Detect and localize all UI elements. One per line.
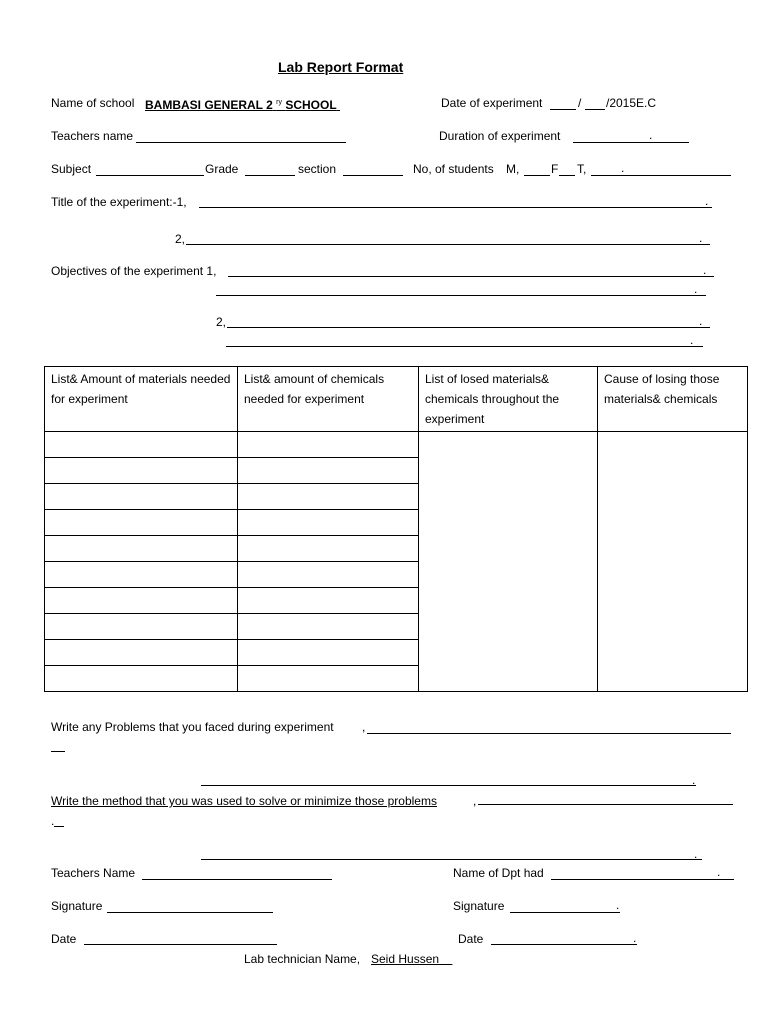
header-lost-items: List of losed materials& chemicals throughout the experiment xyxy=(419,367,598,432)
total-dot: . xyxy=(621,161,625,175)
table-row xyxy=(45,432,748,458)
problems-comma: , xyxy=(362,720,366,734)
experiment-title-2-label: 2, xyxy=(175,232,186,246)
date-slash: / xyxy=(578,96,582,110)
materials-cell[interactable] xyxy=(45,458,238,484)
dpt-head-label: Name of Dpt had xyxy=(453,866,544,880)
total-label: T, xyxy=(577,162,587,176)
chemicals-cell[interactable] xyxy=(238,640,419,666)
problems-short-mark xyxy=(51,751,65,752)
teachers-name-label: Teachers Name xyxy=(51,866,136,880)
signature-right-field[interactable] xyxy=(510,912,620,913)
grade-field[interactable] xyxy=(245,175,295,176)
teacher-name-field[interactable] xyxy=(136,142,346,143)
section-field[interactable] xyxy=(343,175,403,176)
cause-cell[interactable] xyxy=(598,432,748,692)
male-label: M, xyxy=(506,162,520,176)
chemicals-cell[interactable] xyxy=(238,562,419,588)
header-materials: List& Amount of materials needed for experiment xyxy=(45,367,238,432)
chemicals-cell[interactable] xyxy=(238,432,419,458)
grade-label: Grade xyxy=(205,162,239,176)
method-label: Write the method that you was used to solve or minimize those problems xyxy=(51,794,437,808)
teacher-name-label: Teachers name xyxy=(51,129,134,143)
date-month-blank[interactable] xyxy=(585,109,605,110)
date-left-field[interactable] xyxy=(84,944,277,945)
problems-dot: . xyxy=(692,773,696,787)
method-dot: . xyxy=(694,847,698,861)
materials-cell[interactable] xyxy=(45,640,238,666)
experiment-title-1-field[interactable] xyxy=(199,207,712,208)
lab-technician-label: Lab technician Name, xyxy=(244,952,361,966)
materials-cell[interactable] xyxy=(45,510,238,536)
school-suffix: SCHOOL xyxy=(285,98,337,112)
date-day-blank[interactable] xyxy=(550,109,576,110)
lab-technician-name xyxy=(371,952,452,966)
date-right-field[interactable] xyxy=(491,944,637,945)
experiment-title-label: Title of the experiment:-1, xyxy=(51,195,187,209)
experiment-title-1-dot: . xyxy=(705,194,709,208)
chemicals-cell[interactable] xyxy=(238,458,419,484)
header-chemicals: List& amount of chemicals needed for experiment xyxy=(238,367,419,432)
date-left-label: Date xyxy=(51,932,77,946)
problems-field-line-2[interactable] xyxy=(201,785,696,786)
method-field-line-2[interactable] xyxy=(201,859,702,860)
objective-2-dot: . xyxy=(699,314,703,328)
method-short-mark xyxy=(54,826,64,827)
experiment-title-2-field[interactable] xyxy=(186,244,710,245)
materials-table xyxy=(44,366,748,692)
materials-cell[interactable] xyxy=(45,432,238,458)
subject-field[interactable] xyxy=(96,175,204,176)
female-label: F xyxy=(551,162,559,176)
chemicals-cell[interactable] xyxy=(238,536,419,562)
objective-1-dot: . xyxy=(703,263,707,277)
date-of-experiment-label: Date of experiment xyxy=(441,96,543,110)
objective-1-cont-dot: . xyxy=(694,282,698,296)
school-name: BAMBASI GENERAL 2 xyxy=(145,98,273,112)
header-cause: Cause of losing those materials& chemicals xyxy=(598,367,748,432)
objective-2-cont-dot: . xyxy=(690,333,694,347)
signature-right-dot: . xyxy=(616,898,620,912)
experiment-title-2-dot: . xyxy=(699,231,703,245)
problems-field[interactable] xyxy=(367,733,731,734)
materials-cell[interactable] xyxy=(45,484,238,510)
female-field[interactable] xyxy=(559,175,575,176)
method-short-dot: . xyxy=(51,814,55,828)
students-label: No, of students xyxy=(413,162,494,176)
total-field[interactable] xyxy=(591,175,731,176)
section-label: section xyxy=(298,162,337,176)
dpt-head-field[interactable] xyxy=(551,879,734,880)
materials-cell[interactable] xyxy=(45,666,238,692)
lost-items-cell[interactable] xyxy=(419,432,598,692)
objective-1-continuation[interactable] xyxy=(216,295,706,296)
problems-label: Write any Problems that you faced during experiment xyxy=(51,720,334,734)
objective-2-field[interactable] xyxy=(227,327,710,328)
signature-right-label: Signature xyxy=(453,899,505,913)
page-title: Lab Report Format xyxy=(278,59,404,75)
chemicals-cell[interactable] xyxy=(238,510,419,536)
subject-label: Subject xyxy=(51,162,92,176)
materials-cell[interactable] xyxy=(45,614,238,640)
date-year: /2015E.C xyxy=(606,96,657,110)
male-field[interactable] xyxy=(524,175,550,176)
signature-left-label: Signature xyxy=(51,899,103,913)
objective-2-label: 2, xyxy=(216,315,227,329)
materials-cell[interactable] xyxy=(45,536,238,562)
objective-1-field[interactable] xyxy=(228,276,714,277)
school-value xyxy=(145,96,340,112)
chemicals-cell[interactable] xyxy=(238,666,419,692)
chemicals-cell[interactable] xyxy=(238,614,419,640)
chemicals-cell[interactable] xyxy=(238,484,419,510)
method-field[interactable] xyxy=(478,804,733,805)
signature-left-field[interactable] xyxy=(107,912,273,913)
dpt-head-dot: . xyxy=(717,865,721,879)
materials-cell[interactable] xyxy=(45,588,238,614)
duration-dot: . xyxy=(649,128,653,142)
materials-cell[interactable] xyxy=(45,562,238,588)
school-label: Name of school xyxy=(51,96,135,110)
teachers-name-field[interactable] xyxy=(142,879,332,880)
date-right-label: Date xyxy=(458,932,484,946)
lab-technician-name-text: Seid Hussen xyxy=(371,952,440,966)
school-superscript: ry xyxy=(276,99,282,106)
duration-label: Duration of experiment xyxy=(439,129,561,143)
chemicals-cell[interactable] xyxy=(238,588,419,614)
date-right-dot: . xyxy=(633,931,637,945)
objective-2-continuation[interactable] xyxy=(226,346,703,347)
objectives-label: Objectives of the experiment 1, xyxy=(51,264,217,278)
duration-field[interactable] xyxy=(573,142,689,143)
method-comma: , xyxy=(473,794,477,808)
